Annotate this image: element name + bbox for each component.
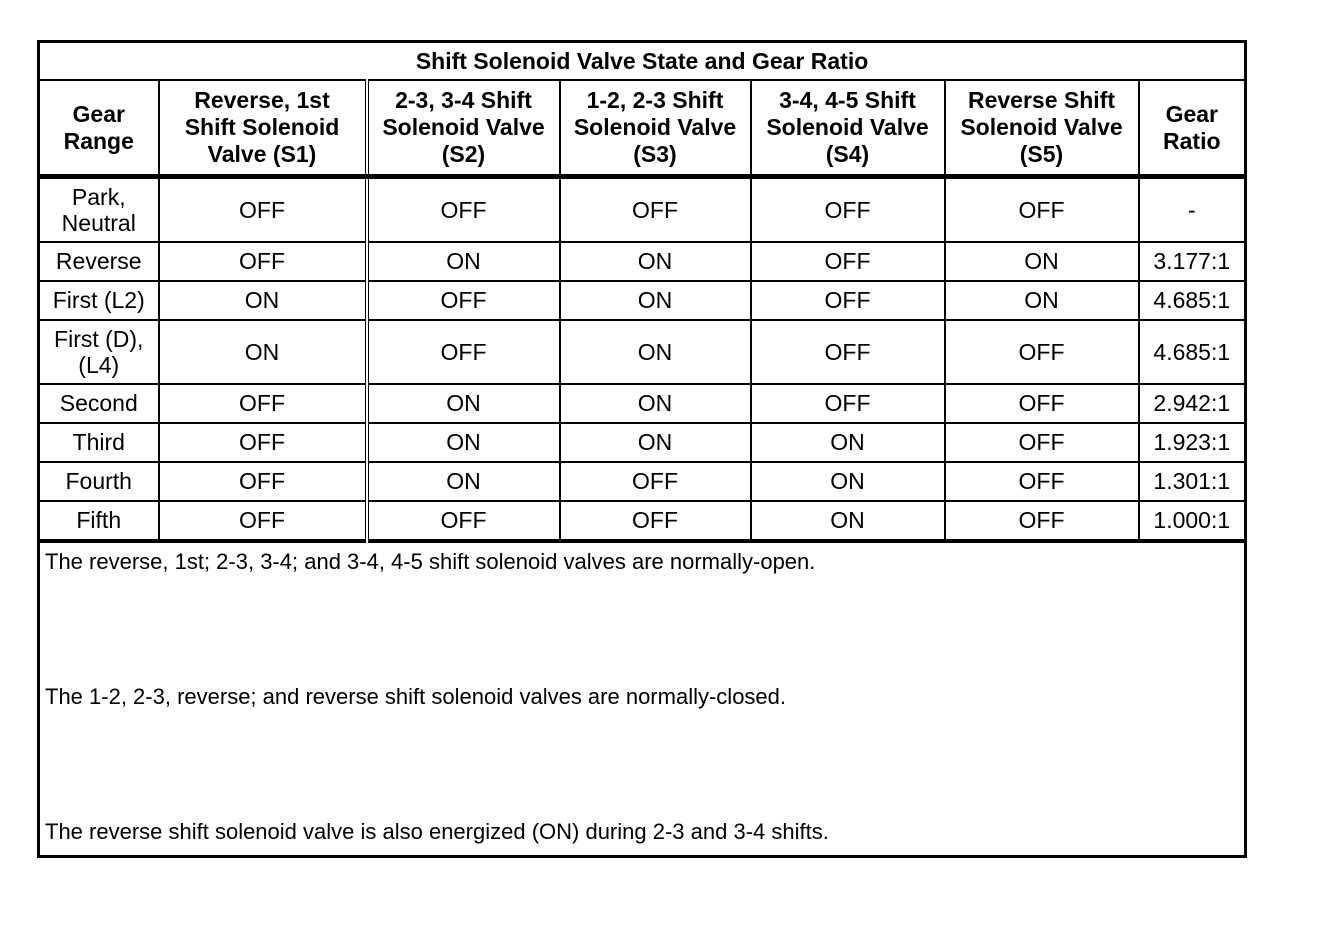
col-header-line: Solenoid Valve bbox=[573, 114, 737, 140]
header-row bbox=[39, 80, 1246, 177]
table-row-fourth bbox=[39, 462, 1246, 501]
col-header-line: Ratio bbox=[1163, 127, 1221, 154]
s5-cell: OFF bbox=[945, 423, 1139, 462]
col-header-line: 1-2, 2-3 Shift bbox=[586, 87, 724, 113]
col-header-line: Solenoid Valve bbox=[766, 114, 929, 140]
gear-line: (L4) bbox=[78, 352, 120, 378]
gear-cell: Reverse bbox=[39, 242, 159, 281]
s4-cell: OFF bbox=[751, 177, 945, 243]
ratio-cell: 4.685:1 bbox=[1139, 281, 1246, 320]
gear-cell: Second bbox=[39, 384, 159, 423]
s4-cell: ON bbox=[751, 462, 945, 501]
col-header-gear-range bbox=[39, 80, 159, 177]
s1-cell: OFF bbox=[159, 423, 367, 462]
table-row-fifth bbox=[39, 501, 1246, 541]
col-header-line: Gear bbox=[1165, 100, 1218, 127]
col-header-line: Shift Solenoid bbox=[184, 114, 340, 140]
notes-cell bbox=[39, 541, 1246, 857]
s1-cell: OFF bbox=[159, 177, 367, 243]
col-header-s3 bbox=[560, 80, 751, 177]
s3-cell: ON bbox=[560, 320, 751, 384]
s5-cell: OFF bbox=[945, 177, 1139, 243]
col-header-line: Solenoid Valve bbox=[960, 114, 1123, 140]
table-row-first-l2 bbox=[39, 281, 1246, 320]
col-header-line: Reverse Shift bbox=[967, 87, 1115, 113]
col-header-line: Reverse, 1st bbox=[194, 87, 330, 113]
s3-cell: ON bbox=[560, 384, 751, 423]
s4-cell: OFF bbox=[751, 281, 945, 320]
s2-cell: OFF bbox=[367, 501, 560, 541]
s3-cell: OFF bbox=[560, 501, 751, 541]
s4-cell: ON bbox=[751, 423, 945, 462]
table-row-first-d-l4 bbox=[39, 320, 1246, 384]
table-row-park-neutral bbox=[39, 177, 1246, 243]
s1-cell: OFF bbox=[159, 384, 367, 423]
s5-cell: OFF bbox=[945, 320, 1139, 384]
gear-line: First (D), bbox=[54, 326, 144, 352]
note-normally-closed: The 1-2, 2-3, reverse; and reverse shift solenoid valves are normally-closed. bbox=[45, 684, 787, 709]
note-energized: The reverse shift solenoid valve is also energized (ON) during 2-3 and 3-4 shifts. bbox=[45, 819, 829, 844]
ratio-cell: - bbox=[1139, 177, 1246, 243]
s1-cell: ON bbox=[159, 281, 367, 320]
s3-cell: ON bbox=[560, 242, 751, 281]
s2-cell: ON bbox=[367, 242, 560, 281]
s2-cell: ON bbox=[367, 384, 560, 423]
gear-line: Park, bbox=[71, 184, 126, 210]
gear-cell bbox=[39, 320, 159, 384]
table-row-reverse bbox=[39, 242, 1246, 281]
s5-cell: OFF bbox=[945, 384, 1139, 423]
s1-cell: ON bbox=[159, 320, 367, 384]
s3-cell: OFF bbox=[560, 177, 751, 243]
col-header-line: Valve (S1) bbox=[207, 141, 317, 167]
s1-cell: OFF bbox=[159, 462, 367, 501]
s1-cell: OFF bbox=[159, 242, 367, 281]
col-header-s4 bbox=[751, 80, 945, 177]
s2-cell: OFF bbox=[367, 177, 560, 243]
ratio-cell: 1.301:1 bbox=[1139, 462, 1246, 501]
col-header-s1 bbox=[159, 80, 367, 177]
col-header-line: (S5) bbox=[1019, 141, 1064, 167]
s5-cell: OFF bbox=[945, 501, 1139, 541]
gear-cell: Third bbox=[39, 423, 159, 462]
s3-cell: ON bbox=[560, 423, 751, 462]
gear-cell bbox=[39, 177, 159, 243]
s5-cell: ON bbox=[945, 281, 1139, 320]
s1-cell: OFF bbox=[159, 501, 367, 541]
notes-row bbox=[39, 541, 1246, 857]
s4-cell: OFF bbox=[751, 320, 945, 384]
col-header-line: Solenoid Valve bbox=[382, 114, 545, 140]
ratio-cell: 1.923:1 bbox=[1139, 423, 1246, 462]
gear-cell: Fifth bbox=[39, 501, 159, 541]
col-header-s5 bbox=[945, 80, 1139, 177]
s2-cell: ON bbox=[367, 462, 560, 501]
col-header-gear-ratio bbox=[1139, 80, 1246, 177]
s3-cell: OFF bbox=[560, 462, 751, 501]
ratio-cell: 4.685:1 bbox=[1139, 320, 1246, 384]
table-row-third bbox=[39, 423, 1246, 462]
ratio-cell: 3.177:1 bbox=[1139, 242, 1246, 281]
col-header-line: (S4) bbox=[825, 141, 870, 167]
col-header-line: Gear bbox=[72, 100, 125, 127]
s5-cell: ON bbox=[945, 242, 1139, 281]
col-header-line: Range bbox=[63, 127, 134, 154]
note-normally-open: The reverse, 1st; 2-3, 3-4; and 3-4, 4-5 shift solenoid valves are normally-open. bbox=[45, 549, 816, 574]
s4-cell: OFF bbox=[751, 384, 945, 423]
col-header-line: 2-3, 3-4 Shift bbox=[395, 87, 532, 113]
solenoid-gear-table bbox=[37, 40, 1247, 858]
ratio-cell: 2.942:1 bbox=[1139, 384, 1246, 423]
table-title: Shift Solenoid Valve State and Gear Ratio bbox=[39, 42, 1246, 81]
s4-cell: ON bbox=[751, 501, 945, 541]
s2-cell: OFF bbox=[367, 320, 560, 384]
col-header-line: (S2) bbox=[441, 141, 486, 167]
col-header-s2 bbox=[367, 80, 560, 177]
gear-cell: Fourth bbox=[39, 462, 159, 501]
s2-cell: OFF bbox=[367, 281, 560, 320]
s5-cell: OFF bbox=[945, 462, 1139, 501]
ratio-cell: 1.000:1 bbox=[1139, 501, 1246, 541]
gear-cell: First (L2) bbox=[39, 281, 159, 320]
s3-cell: ON bbox=[560, 281, 751, 320]
col-header-line: 3-4, 4-5 Shift bbox=[779, 87, 916, 113]
s2-cell: ON bbox=[367, 423, 560, 462]
col-header-line: (S3) bbox=[633, 141, 677, 167]
table-row-second bbox=[39, 384, 1246, 423]
gear-line: Neutral bbox=[61, 210, 136, 236]
s4-cell: OFF bbox=[751, 242, 945, 281]
